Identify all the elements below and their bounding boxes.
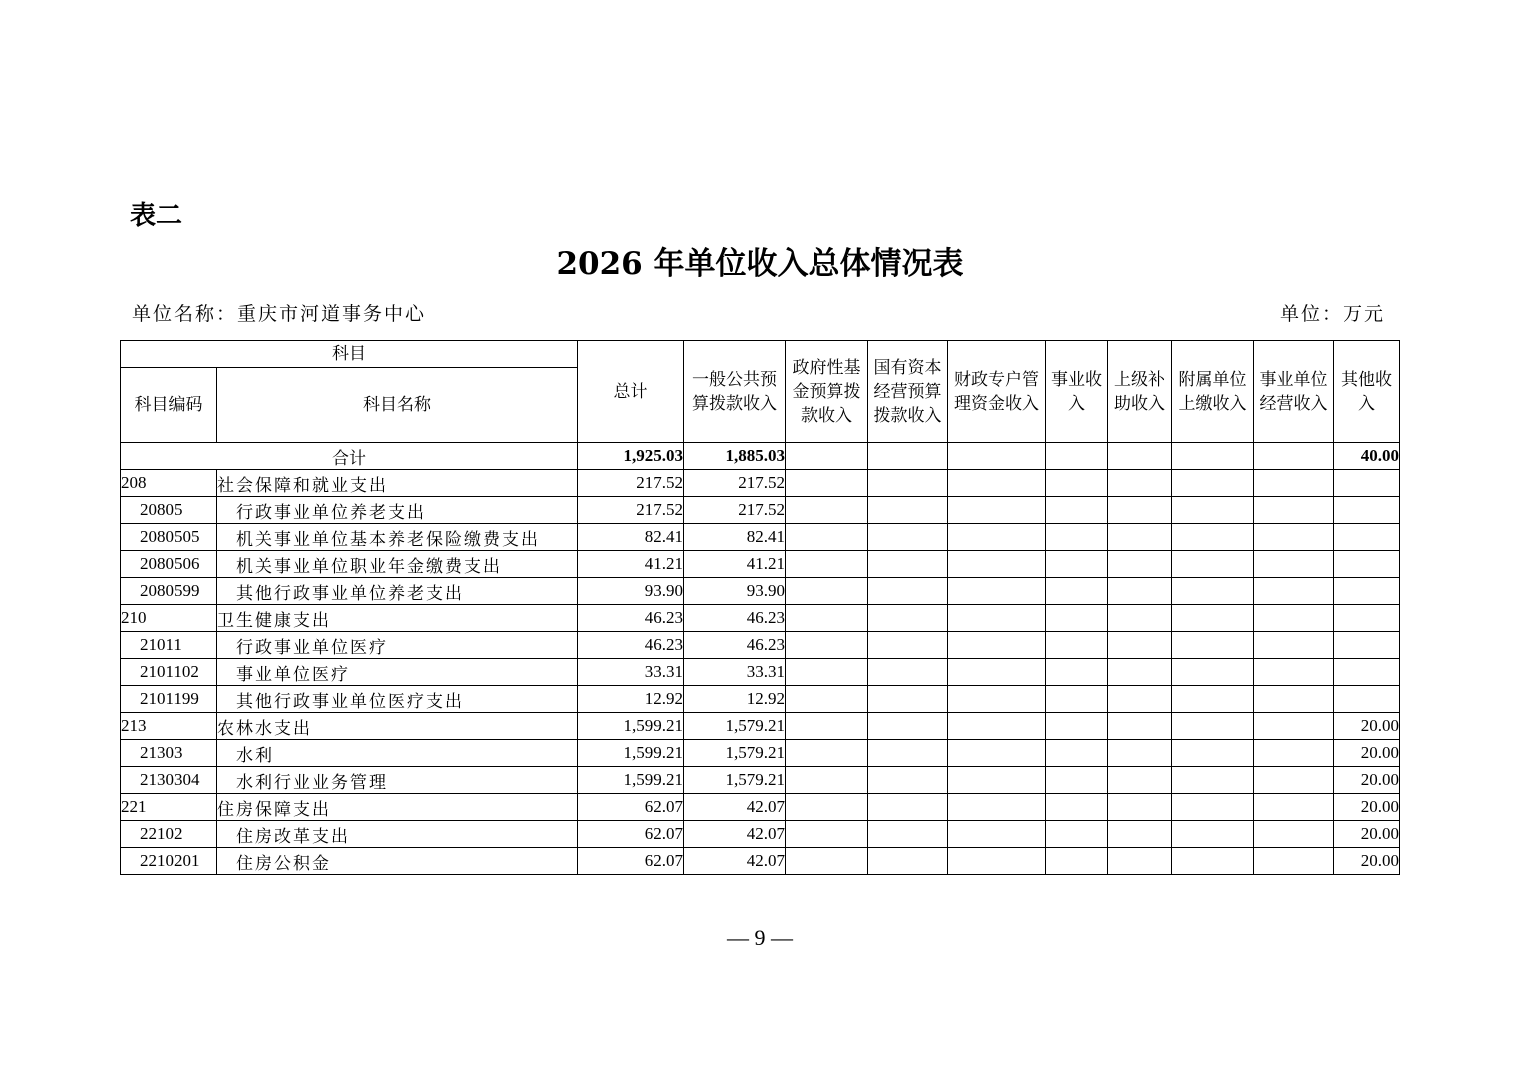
row-state-capital bbox=[868, 659, 948, 686]
row-other-income: 20.00 bbox=[1334, 767, 1400, 794]
row-code: 208 bbox=[121, 470, 217, 497]
row-affiliated-remit bbox=[1172, 821, 1254, 848]
row-general-budget: 1,579.21 bbox=[684, 767, 786, 794]
row-affiliated-remit bbox=[1172, 497, 1254, 524]
row-code: 2210201 bbox=[121, 848, 217, 875]
row-state-capital bbox=[868, 848, 948, 875]
row-code: 2080505 bbox=[121, 524, 217, 551]
row-total: 41.21 bbox=[578, 551, 684, 578]
row-state-capital bbox=[868, 551, 948, 578]
row-other-income bbox=[1334, 659, 1400, 686]
row-name: 其他行政事业单位医疗支出 bbox=[217, 686, 578, 713]
row-business-income bbox=[1046, 632, 1108, 659]
row-affiliated-remit bbox=[1172, 740, 1254, 767]
row-affiliated-remit bbox=[1172, 551, 1254, 578]
row-code: 210 bbox=[121, 605, 217, 632]
row-other-income bbox=[1334, 578, 1400, 605]
row-name: 事业单位医疗 bbox=[217, 659, 578, 686]
row-state-capital bbox=[868, 632, 948, 659]
row-state-capital bbox=[868, 686, 948, 713]
row-operating-income bbox=[1254, 470, 1334, 497]
row-operating-income bbox=[1254, 767, 1334, 794]
row-total: 33.31 bbox=[578, 659, 684, 686]
table-row bbox=[121, 659, 1400, 686]
row-other-income bbox=[1334, 605, 1400, 632]
header-other-income: 其他收入 bbox=[1334, 341, 1400, 443]
row-gov-fund bbox=[786, 605, 868, 632]
row-operating-income bbox=[1254, 605, 1334, 632]
row-business-income bbox=[1046, 686, 1108, 713]
row-operating-income bbox=[1254, 794, 1334, 821]
row-business-income bbox=[1046, 713, 1108, 740]
table-row bbox=[121, 497, 1400, 524]
row-superior-subsidy bbox=[1108, 713, 1172, 740]
row-state-capital bbox=[868, 794, 948, 821]
row-special-account bbox=[948, 848, 1046, 875]
row-other-income: 20.00 bbox=[1334, 794, 1400, 821]
row-state-capital bbox=[868, 605, 948, 632]
row-total: 82.41 bbox=[578, 524, 684, 551]
row-operating-income bbox=[1254, 659, 1334, 686]
row-state-capital bbox=[868, 713, 948, 740]
row-special-account bbox=[948, 578, 1046, 605]
row-superior-subsidy bbox=[1108, 740, 1172, 767]
row-affiliated-remit bbox=[1172, 632, 1254, 659]
row-business-income bbox=[1046, 659, 1108, 686]
row-affiliated-remit bbox=[1172, 605, 1254, 632]
header-superior-subsidy: 上级补助收入 bbox=[1108, 341, 1172, 443]
row-superior-subsidy bbox=[1108, 848, 1172, 875]
row-general-budget: 42.07 bbox=[684, 848, 786, 875]
header-subject-code: 科目编码 bbox=[121, 368, 217, 443]
row-affiliated-remit bbox=[1172, 713, 1254, 740]
row-total: 93.90 bbox=[578, 578, 684, 605]
row-gov-fund bbox=[786, 659, 868, 686]
row-total: 46.23 bbox=[578, 605, 684, 632]
row-name: 住房公积金 bbox=[217, 848, 578, 875]
row-general-budget: 46.23 bbox=[684, 605, 786, 632]
row-special-account bbox=[948, 659, 1046, 686]
row-gov-fund bbox=[786, 767, 868, 794]
row-superior-subsidy bbox=[1108, 524, 1172, 551]
row-business-income bbox=[1046, 470, 1108, 497]
row-affiliated-remit bbox=[1172, 578, 1254, 605]
row-operating-income bbox=[1254, 848, 1334, 875]
row-operating-income bbox=[1254, 713, 1334, 740]
total-affiliated-remit bbox=[1172, 443, 1254, 470]
row-special-account bbox=[948, 470, 1046, 497]
row-business-income bbox=[1046, 767, 1108, 794]
row-special-account bbox=[948, 605, 1046, 632]
row-special-account bbox=[948, 767, 1046, 794]
row-other-income: 20.00 bbox=[1334, 821, 1400, 848]
table-row bbox=[121, 740, 1400, 767]
table-row bbox=[121, 551, 1400, 578]
header-operating-income: 事业单位经营收入 bbox=[1254, 341, 1334, 443]
row-affiliated-remit bbox=[1172, 659, 1254, 686]
row-special-account bbox=[948, 551, 1046, 578]
row-business-income bbox=[1046, 821, 1108, 848]
row-superior-subsidy bbox=[1108, 794, 1172, 821]
row-general-budget: 33.31 bbox=[684, 659, 786, 686]
row-name: 住房保障支出 bbox=[217, 794, 578, 821]
row-state-capital bbox=[868, 821, 948, 848]
row-business-income bbox=[1046, 524, 1108, 551]
row-name: 住房改革支出 bbox=[217, 821, 578, 848]
row-other-income bbox=[1334, 551, 1400, 578]
row-special-account bbox=[948, 686, 1046, 713]
row-affiliated-remit bbox=[1172, 686, 1254, 713]
row-gov-fund bbox=[786, 848, 868, 875]
table-row bbox=[121, 713, 1400, 740]
row-business-income bbox=[1046, 605, 1108, 632]
row-superior-subsidy bbox=[1108, 551, 1172, 578]
row-total: 1,599.21 bbox=[578, 713, 684, 740]
row-superior-subsidy bbox=[1108, 605, 1172, 632]
total-general-budget: 1,885.03 bbox=[684, 443, 786, 470]
row-superior-subsidy bbox=[1108, 578, 1172, 605]
row-operating-income bbox=[1254, 497, 1334, 524]
row-special-account bbox=[948, 632, 1046, 659]
row-operating-income bbox=[1254, 632, 1334, 659]
table-row bbox=[121, 470, 1400, 497]
row-business-income bbox=[1046, 740, 1108, 767]
page-number: — 9 — bbox=[727, 925, 793, 950]
row-special-account bbox=[948, 821, 1046, 848]
row-code: 20805 bbox=[121, 497, 217, 524]
row-other-income: 20.00 bbox=[1334, 740, 1400, 767]
row-state-capital bbox=[868, 578, 948, 605]
row-operating-income bbox=[1254, 524, 1334, 551]
row-general-budget: 42.07 bbox=[684, 821, 786, 848]
row-code: 2130304 bbox=[121, 767, 217, 794]
row-gov-fund bbox=[786, 740, 868, 767]
row-name: 机关事业单位基本养老保险缴费支出 bbox=[217, 524, 578, 551]
row-other-income bbox=[1334, 686, 1400, 713]
row-gov-fund bbox=[786, 821, 868, 848]
row-operating-income bbox=[1254, 821, 1334, 848]
table-row bbox=[121, 632, 1400, 659]
row-total: 62.07 bbox=[578, 821, 684, 848]
row-gov-fund bbox=[786, 686, 868, 713]
row-gov-fund bbox=[786, 470, 868, 497]
header-subject-name: 科目名称 bbox=[217, 368, 578, 443]
row-special-account bbox=[948, 794, 1046, 821]
row-superior-subsidy bbox=[1108, 686, 1172, 713]
table-row bbox=[121, 524, 1400, 551]
income-table bbox=[120, 340, 1400, 875]
table-row bbox=[121, 605, 1400, 632]
row-other-income bbox=[1334, 497, 1400, 524]
total-amount: 1,925.03 bbox=[578, 443, 684, 470]
row-superior-subsidy bbox=[1108, 767, 1172, 794]
header-general-budget: 一般公共预算拨款收入 bbox=[684, 341, 786, 443]
row-total: 1,599.21 bbox=[578, 740, 684, 767]
row-general-budget: 1,579.21 bbox=[684, 713, 786, 740]
row-superior-subsidy bbox=[1108, 659, 1172, 686]
row-total: 62.07 bbox=[578, 848, 684, 875]
header-affiliated-remit: 附属单位上缴收入 bbox=[1172, 341, 1254, 443]
row-state-capital bbox=[868, 524, 948, 551]
row-general-budget: 93.90 bbox=[684, 578, 786, 605]
row-business-income bbox=[1046, 848, 1108, 875]
row-total: 12.92 bbox=[578, 686, 684, 713]
table-row bbox=[121, 821, 1400, 848]
page-title: 2026 年单位收入总体情况表 bbox=[556, 246, 964, 282]
row-general-budget: 41.21 bbox=[684, 551, 786, 578]
row-general-budget: 1,579.21 bbox=[684, 740, 786, 767]
row-business-income bbox=[1046, 794, 1108, 821]
row-code: 221 bbox=[121, 794, 217, 821]
total-business-income bbox=[1046, 443, 1108, 470]
row-general-budget: 217.52 bbox=[684, 470, 786, 497]
total-label: 合计 bbox=[121, 443, 578, 470]
row-gov-fund bbox=[786, 713, 868, 740]
row-code: 213 bbox=[121, 713, 217, 740]
total-state-capital bbox=[868, 443, 948, 470]
row-other-income: 20.00 bbox=[1334, 848, 1400, 875]
row-name: 卫生健康支出 bbox=[217, 605, 578, 632]
row-affiliated-remit bbox=[1172, 524, 1254, 551]
total-operating-income bbox=[1254, 443, 1334, 470]
row-gov-fund bbox=[786, 794, 868, 821]
table-row bbox=[121, 848, 1400, 875]
table-row bbox=[121, 578, 1400, 605]
row-name: 行政事业单位医疗 bbox=[217, 632, 578, 659]
row-general-budget: 12.92 bbox=[684, 686, 786, 713]
table-row bbox=[121, 794, 1400, 821]
row-code: 2101199 bbox=[121, 686, 217, 713]
row-general-budget: 82.41 bbox=[684, 524, 786, 551]
row-code: 2101102 bbox=[121, 659, 217, 686]
table-row bbox=[121, 767, 1400, 794]
header-total: 总计 bbox=[578, 341, 684, 443]
total-row bbox=[121, 443, 1400, 470]
row-name: 农林水支出 bbox=[217, 713, 578, 740]
row-superior-subsidy bbox=[1108, 821, 1172, 848]
row-other-income: 20.00 bbox=[1334, 713, 1400, 740]
row-code: 22102 bbox=[121, 821, 217, 848]
row-superior-subsidy bbox=[1108, 632, 1172, 659]
row-business-income bbox=[1046, 551, 1108, 578]
row-general-budget: 217.52 bbox=[684, 497, 786, 524]
header-business-income: 事业收入 bbox=[1046, 341, 1108, 443]
row-special-account bbox=[948, 713, 1046, 740]
row-affiliated-remit bbox=[1172, 794, 1254, 821]
header-subject: 科目 bbox=[121, 341, 578, 368]
row-state-capital bbox=[868, 497, 948, 524]
row-name: 机关事业单位职业年金缴费支出 bbox=[217, 551, 578, 578]
row-affiliated-remit bbox=[1172, 848, 1254, 875]
total-gov-fund bbox=[786, 443, 868, 470]
row-gov-fund bbox=[786, 497, 868, 524]
table-row bbox=[121, 686, 1400, 713]
row-operating-income bbox=[1254, 740, 1334, 767]
row-operating-income bbox=[1254, 578, 1334, 605]
total-other-income: 40.00 bbox=[1334, 443, 1400, 470]
row-gov-fund bbox=[786, 524, 868, 551]
row-special-account bbox=[948, 497, 1046, 524]
header-gov-fund: 政府性基金预算拨款收入 bbox=[786, 341, 868, 443]
row-total: 1,599.21 bbox=[578, 767, 684, 794]
total-superior-subsidy bbox=[1108, 443, 1172, 470]
total-special-account bbox=[948, 443, 1046, 470]
row-name: 其他行政事业单位养老支出 bbox=[217, 578, 578, 605]
row-general-budget: 46.23 bbox=[684, 632, 786, 659]
row-name: 水利 bbox=[217, 740, 578, 767]
header-state-capital: 国有资本经营预算拨款收入 bbox=[868, 341, 948, 443]
row-other-income bbox=[1334, 470, 1400, 497]
row-special-account bbox=[948, 524, 1046, 551]
unit-name: 单位名称：重庆市河道事务中心 bbox=[132, 303, 427, 325]
row-code: 2080506 bbox=[121, 551, 217, 578]
header-special-account: 财政专户管理资金收入 bbox=[948, 341, 1046, 443]
row-gov-fund bbox=[786, 578, 868, 605]
row-name: 社会保障和就业支出 bbox=[217, 470, 578, 497]
row-state-capital bbox=[868, 470, 948, 497]
row-superior-subsidy bbox=[1108, 470, 1172, 497]
row-other-income bbox=[1334, 524, 1400, 551]
row-name: 水利行业业务管理 bbox=[217, 767, 578, 794]
row-code: 2080599 bbox=[121, 578, 217, 605]
row-total: 62.07 bbox=[578, 794, 684, 821]
row-total: 217.52 bbox=[578, 497, 684, 524]
row-special-account bbox=[948, 740, 1046, 767]
row-operating-income bbox=[1254, 551, 1334, 578]
unit-label: 单位：万元 bbox=[1280, 303, 1386, 325]
row-operating-income bbox=[1254, 686, 1334, 713]
row-name: 行政事业单位养老支出 bbox=[217, 497, 578, 524]
row-business-income bbox=[1046, 497, 1108, 524]
row-affiliated-remit bbox=[1172, 767, 1254, 794]
row-state-capital bbox=[868, 740, 948, 767]
row-superior-subsidy bbox=[1108, 497, 1172, 524]
row-general-budget: 42.07 bbox=[684, 794, 786, 821]
row-code: 21303 bbox=[121, 740, 217, 767]
row-gov-fund bbox=[786, 551, 868, 578]
row-gov-fund bbox=[786, 632, 868, 659]
table-tag: 表二 bbox=[130, 201, 183, 231]
row-business-income bbox=[1046, 578, 1108, 605]
row-state-capital bbox=[868, 767, 948, 794]
row-code: 21011 bbox=[121, 632, 217, 659]
row-total: 217.52 bbox=[578, 470, 684, 497]
row-affiliated-remit bbox=[1172, 470, 1254, 497]
row-total: 46.23 bbox=[578, 632, 684, 659]
row-other-income bbox=[1334, 632, 1400, 659]
